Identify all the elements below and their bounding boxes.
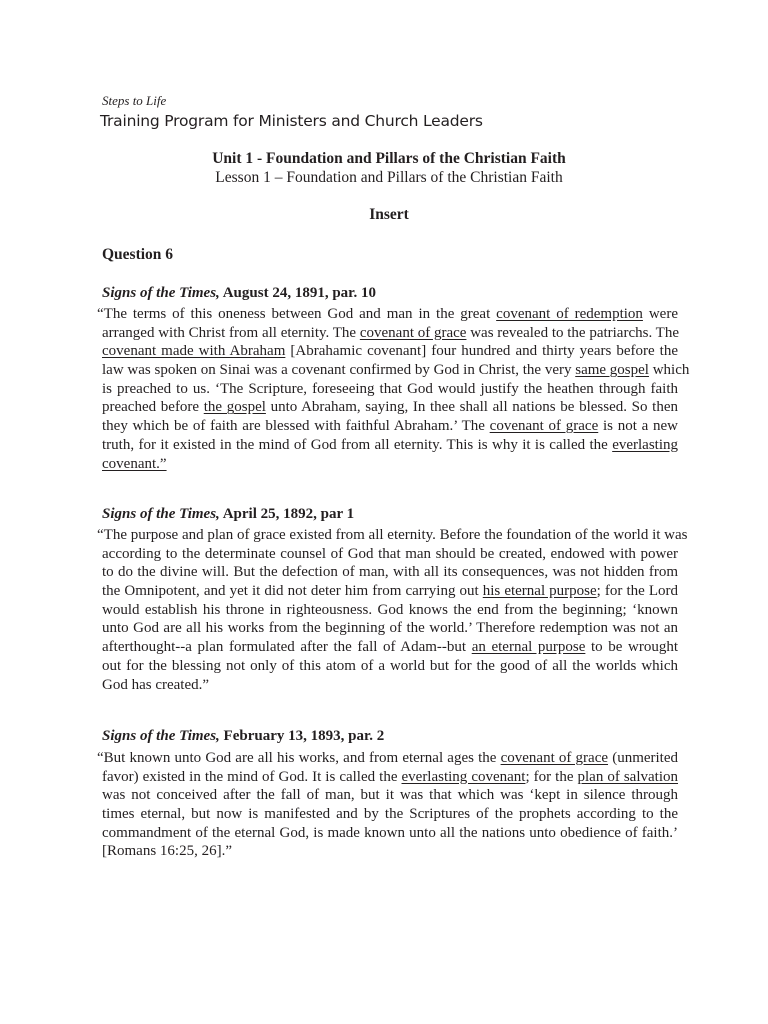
citation-date: August 24, 1891, par. 10 <box>219 285 376 301</box>
citation-date: April 25, 1892, par 1 <box>219 506 355 522</box>
quote-line: favor) existed in the mind of God. It is called the everlasting covenant; for the plan of salvation <box>102 768 679 785</box>
quote-line: out for the blessing not only of this atom of a world but for the good of all the worlds which <box>102 657 678 674</box>
quote-line: “The terms of this oneness between God and man in the great covenant of redemption were <box>97 306 678 322</box>
quote-line: times eternal, but now is manifested and by the Scriptures of the prophets according to the <box>102 806 678 823</box>
program-title: Training Program for Ministers and Church Leaders <box>100 112 483 130</box>
unit-heading: Unit 1 - Foundation and Pillars of the Christian Faith <box>212 150 566 167</box>
quote-line: preached before the gospel unto Abraham, saying, In thee shall all nations be blessed. So then <box>102 399 678 416</box>
quote-line: according to the determinate counsel of God that man should be created, endowed with power <box>102 545 678 562</box>
underlined-phrase: covenant.” <box>102 455 167 472</box>
quote-line: would establish his throne in righteousness. God knows the end from the beginning; ‘known <box>102 601 678 618</box>
citation-2 <box>102 506 354 523</box>
quote-3 <box>97 749 679 861</box>
quote-line: “But known unto God are all his works, and from eternal ages the covenant of grace (unmerited <box>97 750 679 766</box>
citation-source: Signs of the Times, <box>102 285 220 301</box>
underlined-phrase: covenant of grace <box>500 750 609 766</box>
quote-line: “The purpose and plan of grace existed from all eternity. Before the foundation of the world it was <box>97 527 688 543</box>
citation-source: Signs of the Times, <box>102 506 220 522</box>
underlined-phrase: covenant of grace <box>359 324 467 341</box>
underlined-phrase: an eternal purpose <box>471 639 586 656</box>
quote-line <box>102 455 678 474</box>
quote-line: is preached to us. ‘The Scripture, foreseeing that God would justify the heathen through faith <box>102 380 678 397</box>
underlined-phrase: covenant of redemption <box>496 306 643 322</box>
quote-2 <box>97 526 688 694</box>
underlined-phrase: covenant of grace <box>489 418 599 435</box>
quote-line: unto God are all his works from the beginning of the world.’ Therefore redemption was not an <box>102 620 678 637</box>
citation-date: February 13, 1893, par. 2 <box>219 728 385 744</box>
underlined-phrase: his eternal purpose <box>482 583 597 600</box>
citation-1 <box>102 285 376 302</box>
quote-line: commandment of the eternal God, is made known unto all the nations unto obedience of faith.’ <box>102 824 678 841</box>
underlined-phrase: the gospel <box>203 399 266 416</box>
citation-3 <box>102 728 384 745</box>
underlined-phrase: covenant made with Abraham <box>102 343 286 360</box>
quote-line: the Omnipotent, and yet it did not deter him from carrying out his eternal purpose; for the Lord <box>102 583 678 600</box>
series-title: Steps to Life <box>102 93 167 108</box>
underlined-phrase: everlasting <box>612 436 678 453</box>
quote-line: to do the divine will. But the defection of man, with all its consequences, was not hidden from <box>102 564 678 581</box>
lesson-heading: Lesson 1 – Foundation and Pillars of the Christian Faith <box>215 169 563 186</box>
quote-line: law was spoken on Sinai was a covenant confirmed by God in Christ, the very same gospel which <box>102 362 690 379</box>
underlined-phrase: plan of salvation <box>577 768 679 785</box>
question-heading: Question 6 <box>102 246 174 263</box>
citation-source: Signs of the Times, <box>102 728 220 744</box>
quote-1 <box>97 305 690 473</box>
underlined-phrase: same gospel <box>575 362 649 379</box>
underlined-phrase: everlasting covenant <box>401 768 526 785</box>
quote-line: covenant made with Abraham [Abrahamic covenant] four hundred and thirty years before the <box>102 343 678 360</box>
quote-line: afterthought--a plan formulated after the fall of Adam--but an eternal purpose to be wrought <box>102 639 679 656</box>
quote-line: truth, for it existed in the mind of God from all eternity. This is why it is called the everlasting <box>102 436 678 453</box>
quote-line: they which be of faith are blessed with faithful Abraham.’ The covenant of grace is not a new <box>102 418 678 435</box>
quote-line: God has created.” <box>102 676 210 693</box>
quote-line: was not conceived after the fall of man, but it was that which was ‘kept in silence through <box>102 787 678 804</box>
quote-line: arranged with Christ from all eternity. The covenant of grace was revealed to the patriarchs. The <box>102 324 680 341</box>
insert-heading: Insert <box>369 206 409 223</box>
quote-line: [Romans 16:25, 26].” <box>102 843 232 860</box>
